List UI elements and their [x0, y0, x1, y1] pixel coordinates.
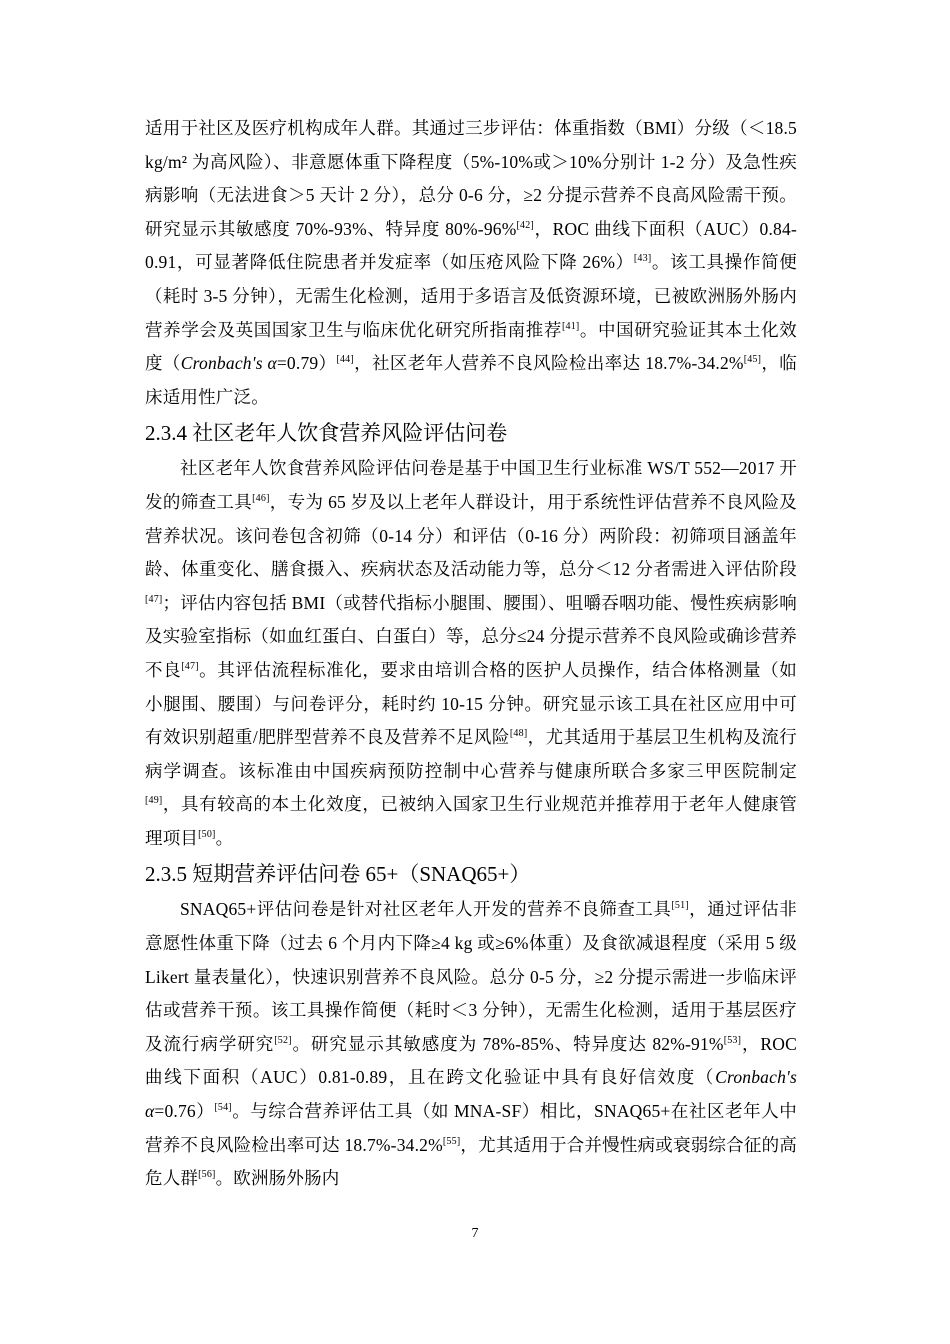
citation: [49] — [145, 795, 163, 807]
citation: [55] — [442, 1135, 461, 1147]
text-run: 适用于社区及医疗机构成年人群。其通过三步评估：体重指数（BMI）分级（＜18.5 kg/m² 为高风险）、非意愿体重下降程度（5%-10%或＞10%分别计 1-2 分）及急性疾病影响（无法进食＞5 天计 2 分），总分 0-6 分，≥2 分提示营养不良高风险需干预。研究显示其敏感度 70%-93%、特异度 80%-96% — [145, 118, 797, 239]
paragraph-snaq65 — [145, 893, 797, 1195]
paragraph-must-description — [145, 112, 797, 414]
page-number: 7 — [471, 1226, 479, 1241]
citation: [51] — [671, 900, 689, 912]
text-run: ，尤其适用于基层卫生机构及流行病学调查。该标准由中国疾病预防控制中心营养与健康所联合多家三甲医院制定 — [145, 727, 798, 781]
text-run: 。其评估流程标准化，要求由培训合格的医护人员操作，结合体格测量（如小腿围、腰围）与问卷评分，耗时约 10-15 分钟。研究显示该工具在社区应用中可有效识别超重/肥胖型营养不良及营养不足风险 — [145, 659, 797, 748]
citation: [54] — [214, 1102, 232, 1114]
citation: [42] — [516, 219, 534, 231]
citation: [41] — [561, 320, 580, 332]
text-run: ，临床适用性广泛。 — [145, 353, 797, 407]
text-run: ，ROC 曲线下面积（AUC）0.81-0.89，且在跨文化验证中具有良好信效度（ — [145, 1033, 797, 1088]
text-run: =0.79） — [276, 353, 337, 374]
text-run: SNAQ65+评估问卷是针对社区老年人开发的营养不良筛查工具 — [180, 899, 672, 920]
citation: [46] — [252, 492, 270, 504]
italic-text: Cronbach's α — [180, 353, 277, 374]
italic-text: Cronbach's α — [145, 1067, 797, 1122]
section-heading-2-3-4: 2.3.4 社区老年人饮食营养风险评估问卷 — [145, 421, 508, 446]
text-run: 。与综合营养评估工具（如 MNA-SF）相比，SNAQ65+在社区老年人中营养不良风险检出率可达 18.7%-34.2% — [145, 1101, 797, 1155]
paragraph-community-questionnaire — [145, 452, 797, 855]
text-run: 。中国研究验证其本土化效度（ — [145, 319, 797, 374]
text-run: ，ROC 曲线下面积（AUC）0.84-0.91，可显著降低住院患者并发症率（如压疮风险下降 26%） — [145, 218, 797, 273]
text-run: =0.76） — [154, 1101, 215, 1122]
citation: [47] — [181, 660, 199, 672]
citation: [50] — [198, 828, 216, 840]
citation: [53] — [723, 1034, 742, 1046]
text-run: 。欧洲肠外肠内 — [215, 1168, 340, 1189]
text-run: 。研究显示其敏感度为 78%-85%、特异度达 82%-91% — [291, 1033, 724, 1054]
citation: [43] — [633, 253, 652, 265]
document-page — [145, 112, 797, 1196]
text-run: 。 — [215, 827, 234, 848]
text-run: ，社区老年人营养不良风险检出率达 18.7%-34.2% — [353, 353, 744, 374]
text-run: ，具有较高的本土化效度，已被纳入国家卫生行业规范并推荐用于老年人健康管理项目 — [145, 794, 797, 848]
section-heading-2-3-5: 2.3.5 短期营养评估问卷 65+（SNAQ65+） — [145, 862, 531, 887]
citation: [45] — [743, 354, 762, 366]
citation: [47] — [145, 593, 163, 605]
text-run: ，通过评估非意愿性体重下降（过去 6 个月内下降≥4 kg 或≥6%体重）及食欲减退程度（采用 5 级 Likert 量表量化），快速识别营养不良风险。总分 0-5 分，≥2 分提示需进一步临床评估或营养干预。该工具操作简便（耗时＜3 分钟），无需生化检测，适用于基层医疗及流行病学研究 — [145, 899, 798, 1054]
citation: [52] — [274, 1034, 292, 1046]
text-run: 社区老年人饮食营养风险评估问卷是基于中国卫生行业标准 WS/T 552—2017 开发的筛查工具 — [145, 458, 797, 512]
citation: [44] — [336, 354, 354, 366]
text-run: ，尤其适用于合并慢性病或衰弱综合征的高危人群 — [145, 1134, 797, 1189]
text-run: ，专为 65 岁及以上老年人群设计，用于系统性评估营养不良风险及营养状况。该问卷包含初筛（0-14 分）和评估（0-16 分）两阶段：初筛项目涵盖年龄、体重变化、膳食摄入、疾病状态及活动能力等，总分＜12 分者需进入评估阶段 — [145, 491, 797, 580]
text-run: 。该工具操作简便（耗时 3-5 分钟），无需生化检测，适用于多语言及低资源环境，已被欧洲肠外肠内营养学会及英国国家卫生与临床优化研究所指南推荐 — [145, 252, 797, 340]
text-run: ；评估内容包括 BMI（或替代指标小腿围、腰围）、咀嚼吞咽功能、慢性疾病影响及实验室指标（如血红蛋白、白蛋白）等，总分≤24 分提示营养不良风险或确诊营养不良 — [145, 592, 797, 680]
citation: [48] — [509, 728, 528, 740]
citation: [56] — [198, 1169, 216, 1181]
